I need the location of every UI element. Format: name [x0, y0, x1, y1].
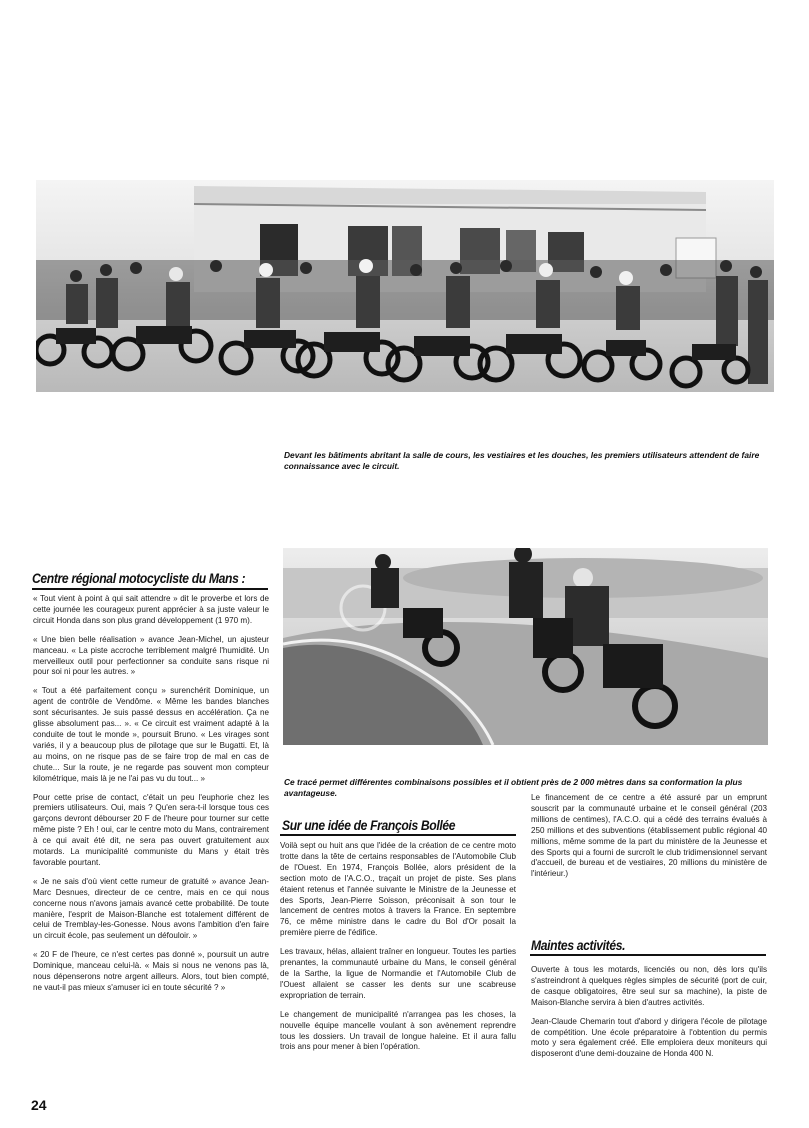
paragraph: « Une bien belle réalisation » avance Jean-Michel, un ajusteur manceau. « La piste accroche terriblement malgré l'humidité. Un merveilleux outil pour perfectionner sa conduite sans risque ni pour soi ni pour les autres. »: [33, 634, 269, 677]
article-column-2: [280, 841, 516, 1061]
title-underline: [32, 588, 268, 590]
section-heading-bollee: Sur une idée de François Bollée: [282, 818, 456, 833]
paragraph: Le changement de municipalité n'arrangea pas les choses, la nouvelle équipe mancelle voulant à son avènement reprendre tous les dossiers. Un travail de longue haleine. Et il aura fallu trois ans pour mener à bien l'opération.: [280, 1009, 516, 1052]
track-cornering-photo: [283, 548, 768, 745]
riders-lineup-illustration: [36, 180, 774, 392]
section-heading-activites: Maintes activités.: [531, 938, 626, 953]
article-title: Centre régional motocycliste du Mans :: [32, 571, 246, 586]
top-photo-caption: Devant les bâtiments abritant la salle de cours, les vestiaires et les douches, les premiers utilisateurs attendent de faire connaissance avec le circuit.: [284, 450, 760, 471]
paragraph: Pour cette prise de contact, c'était un peu l'euphorie chez les premiers utilisateurs. Oui, mais ? Qu'en sera-t-il lorsque tous ces garçons devront débourser 20 F de l'heure pour tourner sur cette même piste ? Eh ! oui, car le centre moto du Mans, contrairement à ce qui avait été dit, ne sera pas ouvert gratuitement aux motards. La municipalité communiste du Mans y était très favorable pourtant.: [33, 792, 269, 867]
paragraph: Les travaux, hélas, allaient traîner en longueur. Toutes les parties prenantes, la communauté urbaine du Mans, le conseil général de la Sarthe, la ligue de Normandie et l'Automobile Club de l'Ouest allaient se casser les dents sur une scabreuse expropriation de terrain.: [280, 947, 516, 1000]
paragraph: « 20 F de l'heure, ce n'est certes pas donné », poursuit un autre Dominique, manceau celui-là. « Mais si nous ne venons pas là, nous dépenserons notre argent ailleurs. Alors, tout bien compté, ne vaut-il pas mieux s'amuser ici en toute sécurité ? »: [33, 950, 269, 992]
mid-photo-caption: Ce tracé permet différentes combinaisons possibles et il obtient près de 2 000 mètres dans sa conformation la plus avantageuse.: [284, 777, 743, 798]
track-cornering-illustration: [283, 548, 768, 745]
riders-lineup-photo: [36, 180, 774, 392]
paragraph: Jean-Claude Chemarin tout d'abord y dirigera l'école de pilotage de compétition. Une école préparatoire à l'obtention du permis moto y sera également créé. Elle emploiera deux moniteurs qui disposeront d'une demi-douzaine de Honda 400 N.: [531, 1016, 767, 1059]
section-underline: [530, 954, 766, 956]
paragraph: Ouverte à tous les motards, licenciés ou non, dès lors qu'ils s'astreindront à quelques règles simples de sécurité (port de cuir, de casque obligatoires, être seul sur sa machine), la piste de Maison-Blanche servira à bien d'autres activités.: [531, 965, 767, 1007]
section-underline: [280, 834, 516, 836]
paragraph: Voilà sept ou huit ans que l'idée de la création de ce centre moto trotte dans la tête de certains responsables de l'Automobile Club de l'Ouest. En 1974, François Bollée, alors président de la section moto de l'A.C.O., traçait un projet de piste. Ses plans étaient retenus et l'année suivante le Ministre de la Jeunesse et des Sports, Jean-Pierre Soisson, préconisait à son tour le lancement de centres motos à travers la France. En septembre 76, ce même ministre dans le cadre du Bol d'Or posait la première pierre de l'édifice.: [280, 841, 516, 938]
article-column-3-continued: [531, 965, 767, 1068]
paragraph: Le financement de ce centre a été assuré par un emprunt souscrit par la communauté urbaine et le conseil général (203 millions de centimes), l'A.C.O. qui a cédé des terrains évalués à 250 millions et des subventions (établissement public régional 40 millions, même somme de la part du ministère de la Jeunesse et des Sports qui a fourni de surcroît le club tridimensionnel servant d'accueil, de bureau et de vestiaires, 20 millions du ministère de l'intérieur.): [531, 793, 767, 879]
article-column-3: [531, 793, 767, 888]
article-column-1: [33, 594, 269, 1002]
paragraph: « Tout vient à point à qui sait attendre » dit le proverbe et lors de cette journée les courageux purent apprécier à sa juste valeur le circuit Honda dans son plus grand développement (1 970 m).: [33, 594, 269, 625]
paragraph: « Je ne sais d'où vient cette rumeur de gratuité » avance Jean-Marc Desnues, directeur de ce centre, mais en ce qui nous concerne nous n'avons jamais avancé cette probabilité. De toute manière, l'esprit de Maison-Blanche est totalement différent de celui de Tremblay-les-Gonesse. Nous avons l'ambition d'en faire un circuit école, pas seulement un défouloir. »: [33, 876, 269, 941]
paragraph: « Tout a été parfaitement conçu » surenchérit Dominique, un agent de contrôle de Vendôme. « Même les bandes blanches sont sécurisantes. Je suis passé dessus en accélération. Ça ne glisse absolument pas... ». « Ce circuit est vraiment adapté à la conduite de tout le monde », poursuit Bruno. « Les virages sont variés, il y a beaucoup plus de pilotage que sur le Bugatti. Et, là au moins, on ne risque pas de se faire trop de mal en cas de chute... Sur la route, je ne regarde pas souvent mon compteur kilométrique, mais là je ne l'ai pas vu du tout... »: [33, 686, 269, 783]
page-number: 24: [31, 1097, 47, 1113]
